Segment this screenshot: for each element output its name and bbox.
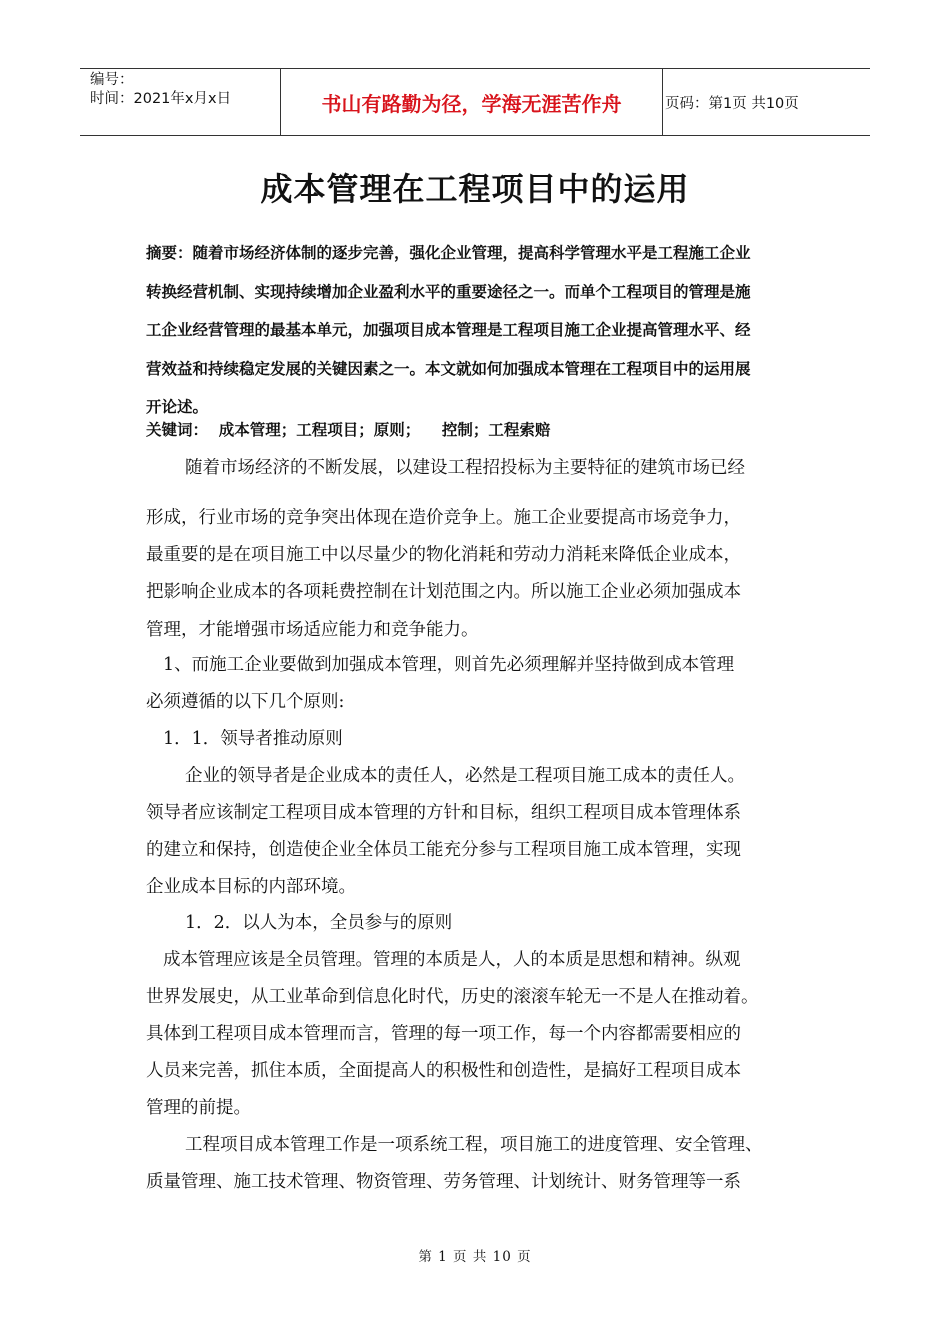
document-title: 成本管理在工程项目中的运用 [260,170,690,208]
abstract-line: 开论述。 [146,398,209,416]
body-line: 领导者应该制定工程项目成本管理的方针和目标，组织工程项目成本管理体系 [146,803,741,823]
body-line: 的建立和保持，创造使企业全体员工能充分参与工程项目施工成本管理，实现 [146,840,741,860]
body-line: 随着市场经济的不断发展，以建设工程招投标为主要特征的建筑市场已经 [185,458,745,478]
header-table [80,68,870,136]
body-line: 企业的领导者是企业成本的责任人，必然是工程项目施工成本的责任人。 [185,766,745,786]
body-line: 企业成本目标的内部环境。 [146,877,356,897]
page-info: 页码：第1页 共10页 [665,95,799,112]
body-line: 工程项目成本管理工作是一项系统工程，项目施工的进度管理、安全管理、 [185,1135,763,1155]
section-heading: 1．1．领导者推动原则 [163,729,343,749]
keywords: 关键词： 成本管理；工程项目；原则； 控制；工程索赔 [146,421,551,439]
body-line: 成本管理应该是全员管理。管理的本质是人，人的本质是思想和精神。纵观 [163,950,741,970]
abstract-line: 转换经营机制、实现持续增加企业盈利水平的重要途径之一。而单个工程项目的管理是施 [146,282,751,301]
body-line: 管理的前提。 [146,1098,251,1118]
body-line: 管理，才能增强市场适应能力和竞争能力。 [146,620,479,640]
body-line: 质量管理、施工技术管理、物资管理、劳务管理、计划统计、财务管理等一系 [146,1172,741,1192]
body-line: 人员来完善，抓住本质，全面提高人的积极性和创造性，是搞好工程项目成本 [146,1061,741,1081]
motto: 书山有路勤为径，学海无涯苦作舟 [280,69,663,135]
body-line: 最重要的是在项目施工中以尽量少的物化消耗和劳动力消耗来降低企业成本， [146,545,741,565]
section-heading: 1．2．以人为本，全员参与的原则 [185,913,453,933]
abstract-line: 摘要：随着市场经济体制的逐步完善，强化企业管理，提高科学管理水平是工程施工企业 [146,244,751,262]
page-footer: 第 1 页 共 10 页 [418,1249,532,1265]
body-line: 世界发展史，从工业革命到信息化时代，历史的滚滚车轮无一不是人在推动着。 [146,987,759,1007]
number-label: 编号： [90,72,134,88]
body-line: 必须遵循的以下几个原则: [146,692,345,712]
body-line: 具体到工程项目成本管理而言，管理的每一项工作，每一个内容都需要相应的 [146,1024,741,1044]
abstract [146,234,806,427]
abstract-line: 工企业经营管理的最基本单元，加强项目成本管理是工程项目施工企业提高管理水平、经 [146,321,751,339]
time-label: 时间：2021年x月x日 [90,91,232,107]
body-line: 把影响企业成本的各项耗费控制在计划范围之内。所以施工企业必须加强成本 [146,582,741,602]
body-line: 形成，行业市场的竞争突出体现在造价竞争上。施工企业要提高市场竞争力， [146,508,741,528]
header-meta [90,71,280,109]
abstract-line: 营效益和持续稳定发展的关键因素之一。本文就如何加强成本管理在工程项目中的运用展 [146,359,751,378]
body-line: 1、而施工企业要做到加强成本管理，则首先必须理解并坚持做到成本管理 [163,655,735,675]
